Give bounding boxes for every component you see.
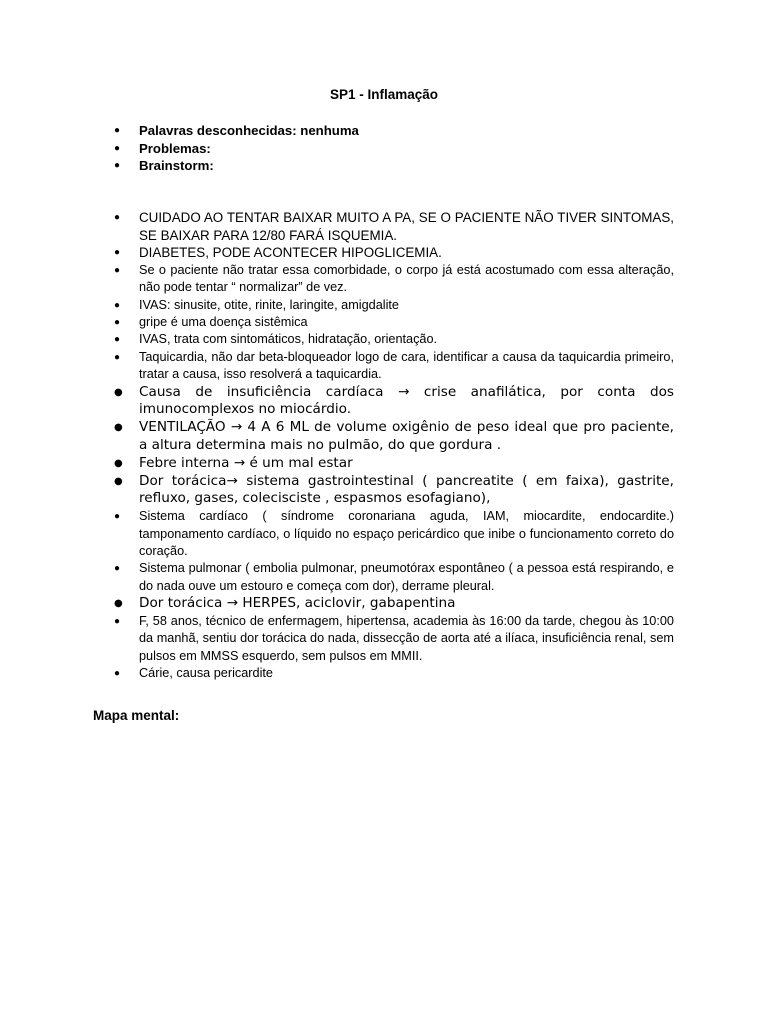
list-item: ● Dor torácica → HERPES, aciclovir, gabapentina [0, 595, 768, 613]
list-item: ● Sistema cardíaco ( síndrome coronariana aguda, IAM, miocardite, endocardite.) tamponamento cardíaco, o líquido no espaço pericárdico que inibe o funcionamento correto do coração. [0, 508, 768, 560]
list-item: ● F, 58 anos, técnico de enfermagem, hipertensa, academia às 16:00 da tarde, chegou às 10:00 da manhã, sentiu dor torácica do nada, dissecção de aorta até a ilíaca, insuficiência renal, sem pulsos em MMSS esquerdo, sem pulsos em MMII. [0, 613, 768, 665]
list-item-unknown-words: ● Palavras desconhecidas: nenhuma [0, 122, 768, 140]
list-item: ● Taquicardia, não dar beta-bloqueador logo de cara, identificar a causa da taquicardia primeiro, tratar a causa, isso resolverá a taquicardia. [0, 349, 768, 384]
header-list [0, 122, 768, 175]
document-title: SP1 - Inflamação [329, 87, 439, 102]
mind-map-label: Mapa mental: [93, 708, 180, 723]
list-item: ● IVAS, trata com sintomáticos, hidratação, orientação. [0, 331, 768, 348]
list-item-brainstorm: ● Brainstorm: [0, 157, 768, 175]
list-item-problems: ● Problemas: [0, 140, 768, 158]
list-item: ● IVAS: sinusite, otite, rinite, laringite, amigdalite [0, 297, 768, 314]
list-item: ● DIABETES, PODE ACONTECER HIPOGLICEMIA. [0, 244, 768, 262]
list-item: ● VENTILAÇÃO → 4 A 6 ML de volume oxigênio de peso ideal que pro paciente, a altura determina mais no pulmão, do que gordura . [0, 419, 768, 455]
brainstorm-list [0, 209, 768, 683]
list-item: ● CUIDADO AO TENTAR BAIXAR MUITO A PA, SE O PACIENTE NÃO TIVER SINTOMAS, SE BAIXAR PARA 12/80 FARÁ ISQUEMIA. [0, 209, 768, 244]
list-item: ● Causa de insuficiência cardíaca → crise anafilática, por conta dos imunocomplexos no miocárdio. [0, 384, 768, 420]
list-item: ● Cárie, causa pericardite [0, 665, 768, 682]
list-item: ● gripe é uma doença sistêmica [0, 314, 768, 331]
list-item: ● Febre interna → é um mal estar [0, 455, 768, 473]
list-item: ● Sistema pulmonar ( embolia pulmonar, pneumotórax espontâneo ( a pessoa está respirando, e do nada ouve um estouro e começa com dor), derrame pleural. [0, 560, 768, 595]
list-item: ● Dor torácica→ sistema gastrointestinal ( pancreatite ( em faixa), gastrite, refluxo, gases, colecisciste , espasmos esofagiano), [0, 473, 768, 509]
list-item: ● Se o paciente não tratar essa comorbidade, o corpo já está acostumado com essa alteração, não pode tentar “ normalizar” de vez. [0, 262, 768, 297]
